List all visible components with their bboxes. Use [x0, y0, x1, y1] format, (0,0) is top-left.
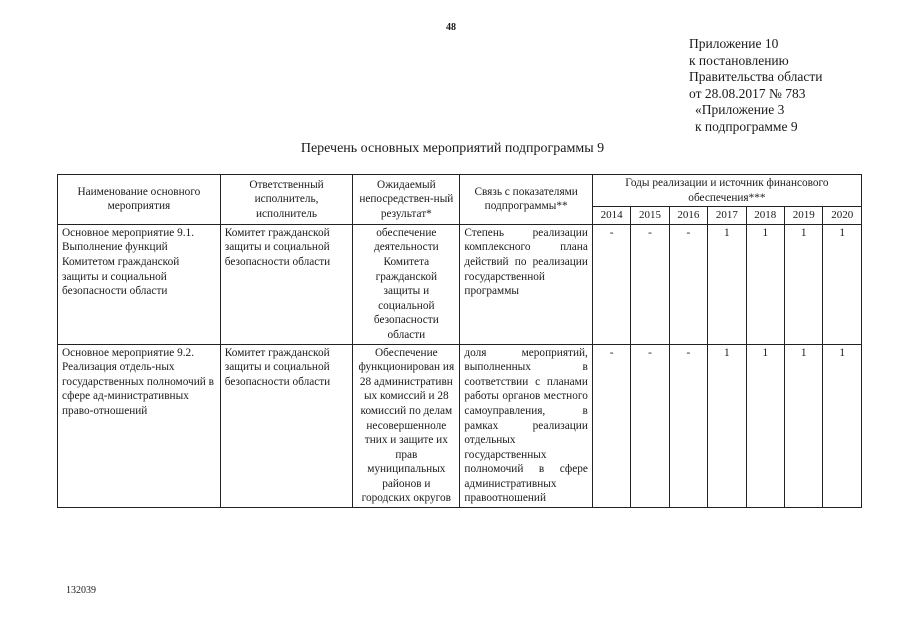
header-executor: Ответственный исполнитель, исполнитель [220, 175, 352, 225]
table-row [58, 344, 862, 508]
cell-name: Основное мероприятие 9.2. Реализация отдель-ных государственных полномочий в сфере ад-министративных право-отношений [58, 344, 221, 508]
appendix-sub-line: к подпрограмме 9 [695, 118, 798, 134]
cell-year-value: - [631, 344, 669, 508]
cell-executor: Комитет гражданской защиты и социальной безопасности области [220, 344, 352, 508]
header-years-group: Годы реализации и источник финансового обеспечения*** [592, 175, 861, 207]
cell-link: доля мероприятий, выполненных в соответствии с планами работы органов местного самоуправления, в рамках реализации отдельных государственных полномочий в сфере административных правоотношений [460, 344, 592, 508]
cell-year-value: 1 [708, 344, 746, 508]
appendix-line: к постановлению [689, 52, 789, 68]
cell-link: Степень реализации комплексного плана действий по реализации государственной программы [460, 224, 592, 344]
cell-year-value: - [631, 224, 669, 344]
cell-year-value: 1 [823, 344, 862, 508]
cell-year-value: - [592, 224, 630, 344]
header-link: Связь с показателями подпрограммы** [460, 175, 592, 225]
cell-year-value: 1 [746, 224, 784, 344]
cell-name: Основное мероприятие 9.1. Выполнение функций Комитетом гражданской защиты и социальной безопасности области [58, 224, 221, 344]
cell-year-value: - [669, 344, 707, 508]
cell-year-value: - [592, 344, 630, 508]
header-result: Ожидаемый непосредствен-ный результат* [353, 175, 460, 225]
appendix-sub-line: «Приложение 3 [695, 102, 785, 117]
cell-executor: Комитет гражданской защиты и социальной безопасности области [220, 224, 352, 344]
table-row [58, 224, 862, 344]
document-title: Перечень основных мероприятий подпрограммы 9 [300, 141, 605, 156]
header-year: 2020 [823, 207, 862, 225]
cell-year-value: 1 [746, 344, 784, 508]
header-year: 2019 [784, 207, 822, 225]
header-year: 2015 [631, 207, 669, 225]
footer-code: 132039 [66, 585, 96, 596]
header-year: 2014 [592, 207, 630, 225]
cell-year-value: 1 [784, 224, 822, 344]
measures-table [57, 174, 862, 508]
appendix-line: Приложение 10 [689, 36, 779, 51]
header-year: 2016 [669, 207, 707, 225]
appendix-block [689, 36, 822, 135]
cell-year-value: - [669, 224, 707, 344]
page-number: 48 [446, 22, 456, 33]
cell-year-value: 1 [708, 224, 746, 344]
header-year: 2017 [708, 207, 746, 225]
appendix-line: Правительства области [689, 69, 823, 84]
appendix-line: от 28.08.2017 № 783 [689, 85, 806, 101]
header-year: 2018 [746, 207, 784, 225]
header-name: Наименование основного мероприятия [58, 175, 221, 225]
cell-year-value: 1 [823, 224, 862, 344]
cell-result: обеспечение деятельности Комитета гражданской защиты и социальной безопасности области [353, 224, 460, 344]
cell-result: Обеспечение функционирован ия 28 административн ых комиссий и 28 комиссий по делам несовершенноле тних и защите их прав муниципальных районов и городских округов [353, 344, 460, 508]
cell-year-value: 1 [784, 344, 822, 508]
